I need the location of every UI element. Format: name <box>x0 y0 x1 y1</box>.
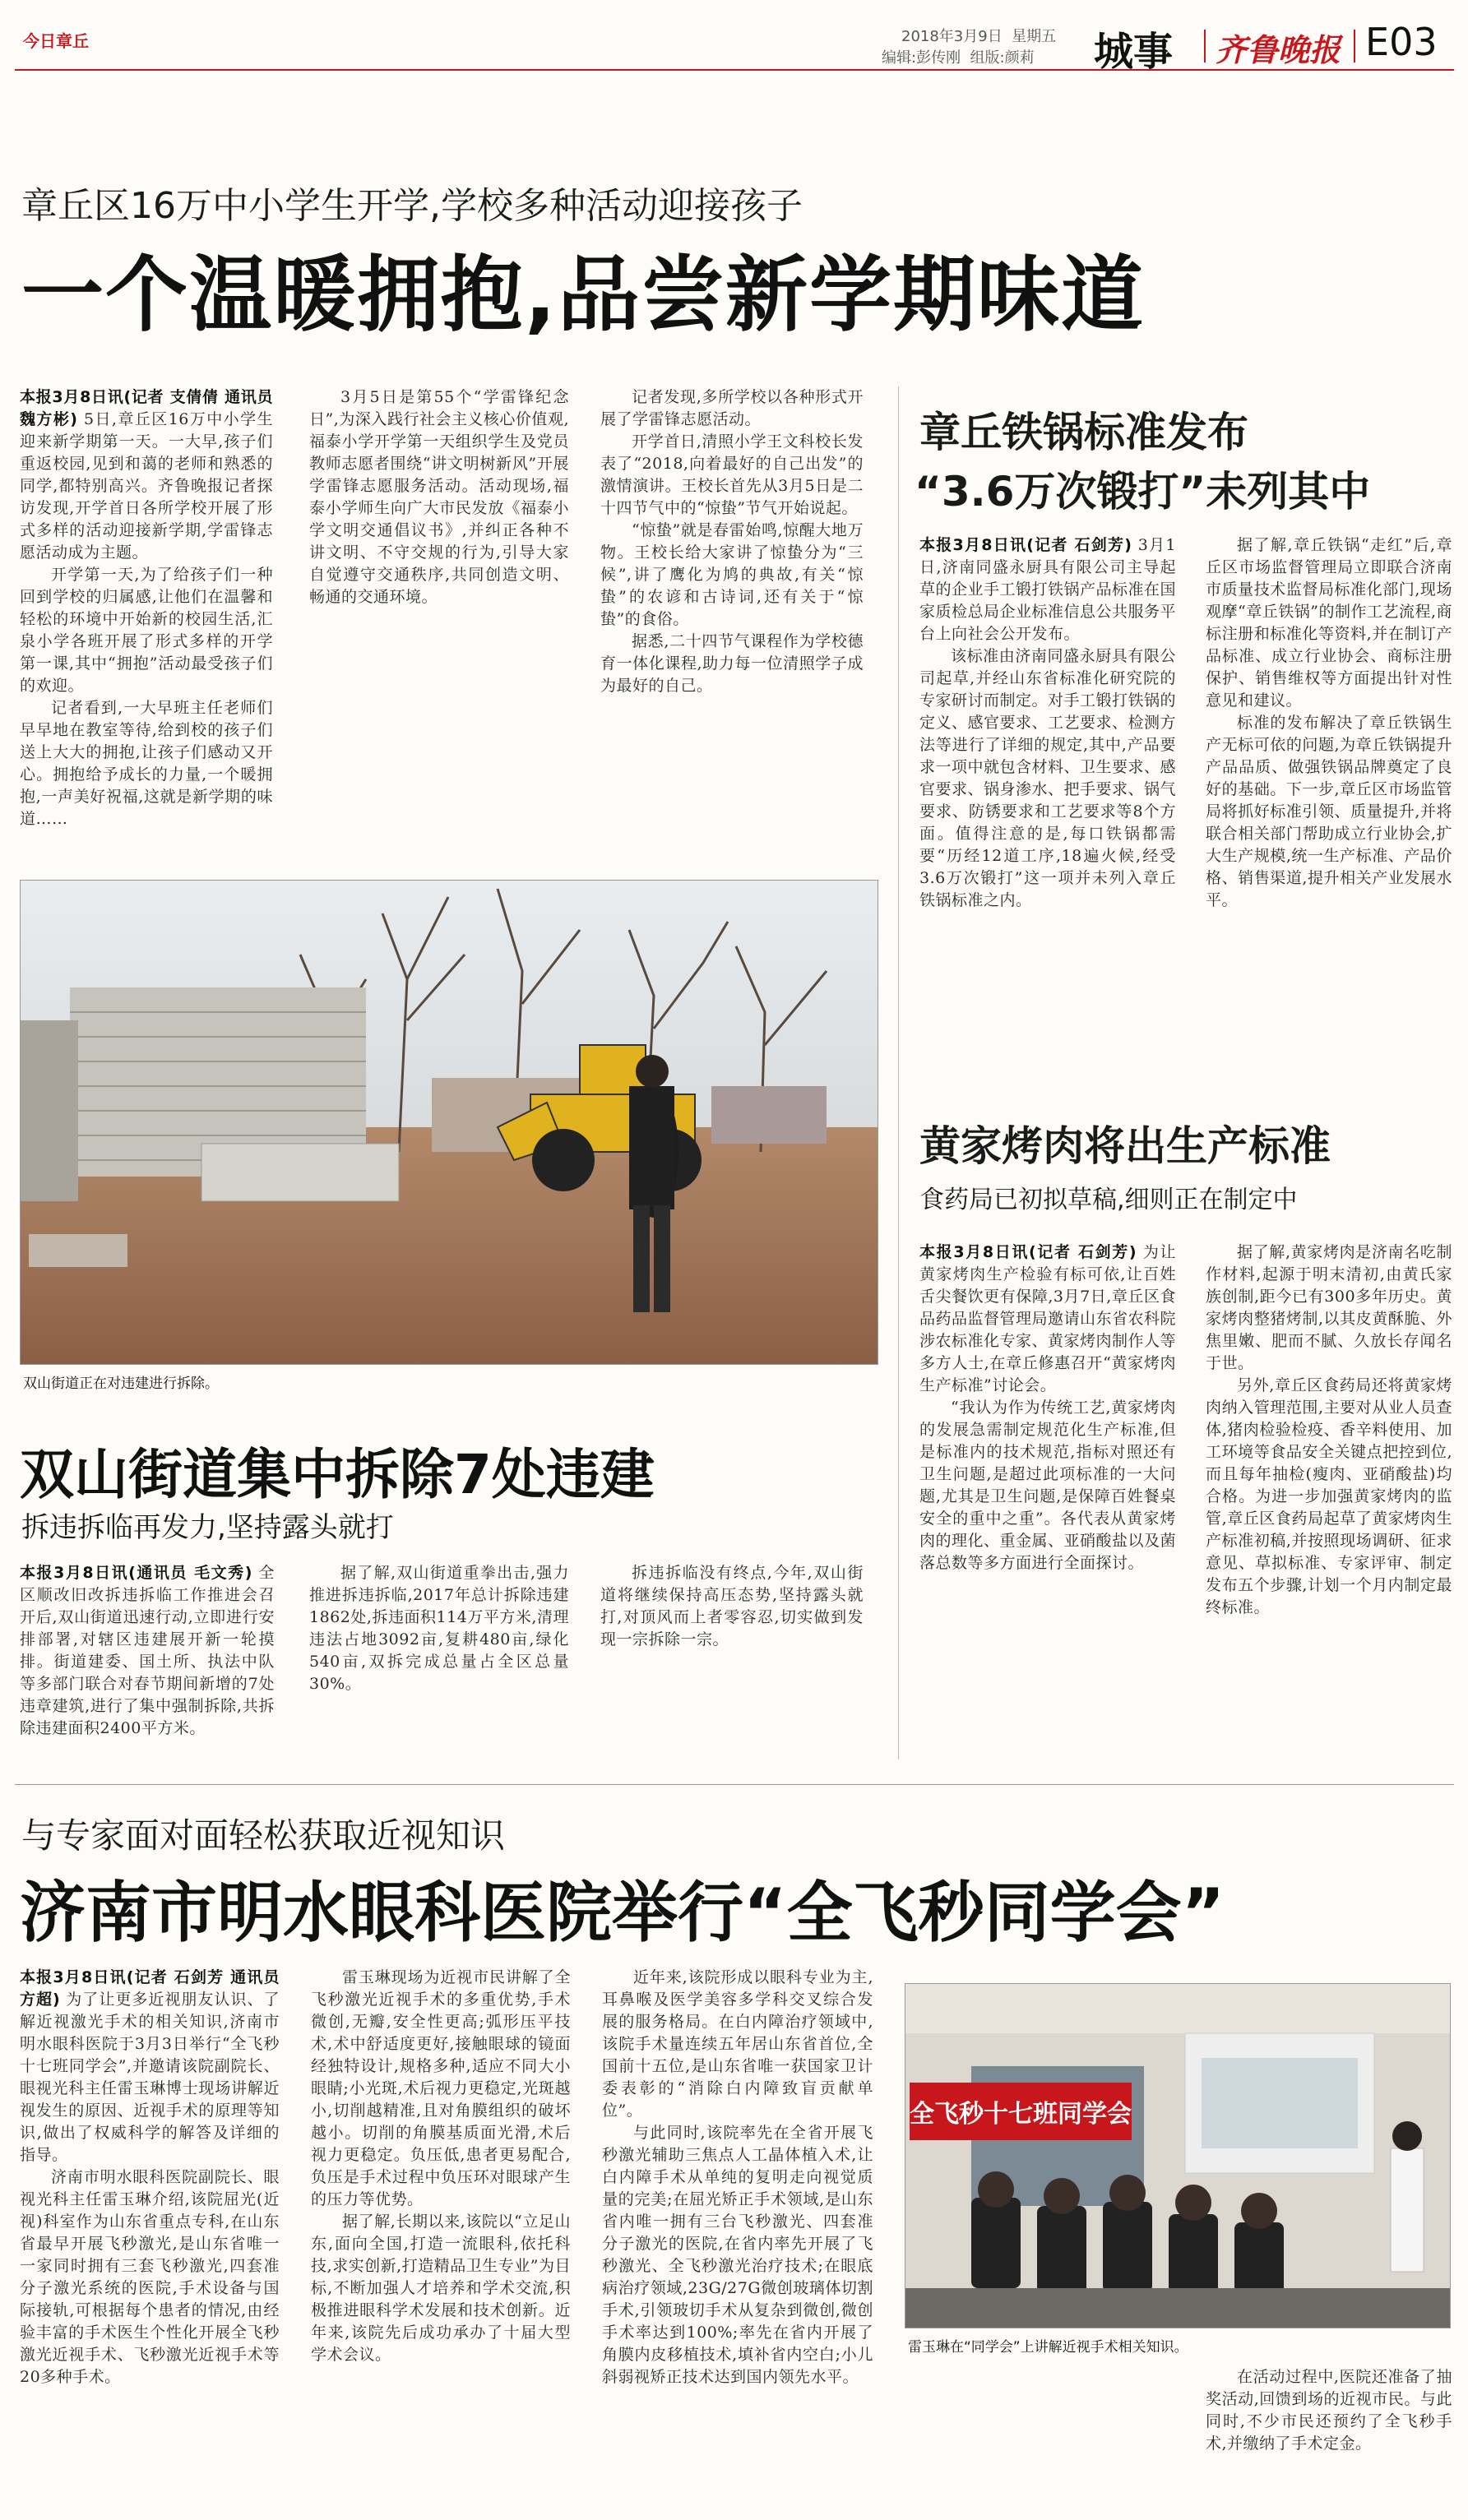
seminar-scene <box>905 1984 1451 2328</box>
paragraph: 据了解,章丘铁锅“走红”后,章丘区市场监督管理局立即联合济南市质量技术监督局标准化部门,现场观摩“章丘铁锅”的制作工艺流程,商标注册和标准化等资料,并在制订产品标准、成立行业协会、商标注册保护、销售维权等方面提出针对性意见和建议。 <box>1206 536 1452 710</box>
paragraph: 为了让更多近视朋友认识、了解近视激光手术的相关知识,济南市明水眼科医院于3月3日举行“全飞秒十七班同学会”,并邀请该院副院长、眼视光科主任雷玉琳博士现场讲解近视发生的原因、近视手术的原理等知识,做出了权威科学的解答及详细的指导。 <box>20 1991 280 2164</box>
paragraph: 开学首日,清照小学王文科校长发表了“2018,向着最好的自己出发”的激情演讲。王校长首先从3月5日是二十四节气中的“惊蛰”节气开始说起。 <box>600 432 864 517</box>
paragraph: 与此同时,该院率先在全省开展飞秒激光辅助三焦点人工晶体植入术,让白内障手术从单纯的复明走向视觉质量的完美;在屈光矫正手术领域,是山东省内唯一拥有三台飞秒激光、四套准分子激光的医院,在省内率先开展了飞秒激光、全飞秒激光治疗技术;在眼底病治疗领域,23G/27G微创玻璃体切割手术,引领玻切手术从复杂到微创,微创手术率达到100%;率先在省内开展了角膜内皮移植技术,填补省内空白;小儿斜弱视矫正技术达到国内领先水平。 <box>602 2124 873 2386</box>
story3-headline: 双山街道集中拆除7处违建 <box>20 1443 655 1506</box>
paragraph: 另外,章丘区食药局还将黄家烤肉纳入管理范围,主要对从业人员查体,猪肉检验检疫、香辛料使用、加工环境等食品安全关键点把控到位,而且每年抽检(瘦肉、亚硝酸盐)均合格。为进一步加强黄家烤肉的监管,章丘区食药局起草了黄家烤肉生产标准初稿,并按照现场调研、征求意见、草拟标准、专家评审、制定发布五个步骤,计划一个月内制定最终标准。 <box>1206 1376 1452 1616</box>
story1-kicker: 章丘区16万中小学生开学,学校多种活动迎接孩子 <box>21 185 803 227</box>
section-name: 城事 <box>1094 29 1174 75</box>
issue-staff <box>882 46 1035 67</box>
story1-byline: 本报3月8日讯(记者 支倩倩 通讯员 魏方彬) <box>20 388 273 428</box>
weekday: 星期五 <box>1012 28 1057 45</box>
paragraph: 记者看到,一大早班主任老师们早早地在教室等待,给到校的孩子们送上大大的拥抱,让孩子们感动又开心。拥抱给予成长的力量,一个暖拥抱,一声美好祝福,这就是新学期的味道…… <box>20 699 273 828</box>
story5-col1 <box>20 1967 280 2509</box>
paragraph: 雷玉琳现场为近视市民讲解了全飞秒激光近视手术的多重优势,手术微创,无瓣,安全性更高;弧形压平技术,术中舒适度更好,接触眼球的镜面经独特设计,规格多种,适应不同大小眼睛;小光斑,术后视力更稳定,光斑越小,切削越精准,且对角膜组织的破坏越小。切削的角膜基质面光滑,术后视力更稳定。负压低,患者更易配合,负压是手术过程中负压环对眼球产生的压力等优势。 <box>311 1968 571 2208</box>
banner-text: 全飞秒十七班同学会 <box>910 2100 1132 2129</box>
story5-col5 <box>1206 2366 1452 2514</box>
story5-byline: 本报3月8日讯(记者 石剑芳 通讯员 方超) <box>20 1968 280 2009</box>
page-number: E03 <box>1365 20 1438 64</box>
paragraph: 在活动过程中,医院还准备了抽奖活动,回馈到场的近视市民。与此同时,不少市民还预约了全飞秒手术,并缴纳了手术定金。 <box>1206 2368 1452 2453</box>
paragraph: 据了解,双山街道重拳出击,强力推进拆违拆临,2017年总计拆除违建1862处,拆违面积114万平方米,清理违法占地3092亩,复耕480亩,绿化540亩,双拆完成总量占全区总量30%。 <box>309 1564 569 1693</box>
section-tag: 今日章丘 <box>23 31 89 51</box>
masthead-divider-2 <box>1354 30 1355 62</box>
paragraph: “我认为作为传统工艺,黄家烤肉的发展急需制定规范化生产标准,但是标准内的技术规范,指标对照还有卫生问题,是超过此项标准的一大问题,尤其是卫生问题,是保障百姓餐桌安全的重中之重”。各代表从黄家烤肉的理化、重金属、亚硝酸盐以及菌落总数等多方面进行全面探讨。 <box>919 1399 1176 1572</box>
story5-kicker: 与专家面对面轻松获取近视知识 <box>21 1815 506 1856</box>
layout-editor: 组版:颜莉 <box>970 49 1035 67</box>
paragraph: 据了解,黄家烤肉是济南名吃制作材料,起源于明末清初,由黄氏家族创制,距今已有300多年历史。黄家烤肉整猪烤制,以其皮黄酥脆、外焦里嫩、肥而不腻、久放长存闻名于世。 <box>1206 1243 1452 1372</box>
story5-col4 <box>905 2366 1168 2514</box>
paragraph: 开学第一天,为了给孩子们一种回到学校的归属感,让他们在温馨和轻松的环境中开始新的校园生活,汇泉小学各班开展了形式多样的开学第一课,其中“拥抱”活动最受孩子们的欢迎。 <box>20 566 273 695</box>
story5-col2 <box>311 1967 571 2509</box>
paragraph: 济南市明水眼科医院副院长、眼视光科主任雷玉琳介绍,该院屈光(近视)科室作为山东省重点专科,在山东省最早开展飞秒激光,是山东省唯一一家同时拥有三套飞秒激光,四套准分子激光系统的医院,手术设备与国际接轨,可根据每个患者的情况,由经验丰富的手术医生个性化开展全飞秒激光近视手术、飞秒激光近视手术等20多种手术。 <box>20 2168 280 2386</box>
paragraph-continued <box>905 2366 1168 2388</box>
paragraph: 3月5日是第55个“学雷锋纪念日”,为深入践行社会主义核心价值观,福泰小学开学第一天组织学生及党员教师志愿者围绕“讲文明树新风”开展学雷锋志愿服务活动。活动现场,福泰小学师生向广大市民发放《福泰小学文明交通倡议书》,并纠正各种不讲文明、不守交规的行为,引导大家自觉遵守交通秩序,共同创造文明、畅通的交通环境。 <box>309 388 569 606</box>
paragraph: “惊蛰”就是春雷始鸣,惊醒大地万物。王校长给大家讲了惊蛰分为“三候”,讲了鹰化为鸠的典故,有关“惊蛰”的农谚和古诗词,还有关于“惊蛰”的食俗。 <box>600 521 864 628</box>
story3-col2 <box>309 1562 569 1753</box>
paragraph: 标准的发布解决了章丘铁锅生产无标可依的问题,为章丘铁锅提升产品品质、做强铁锅品牌奠定了良好的基础。下一步,章丘区市场监管局将抓好标准引领、质量提升,并将联合相关部门帮助成立行业协会,扩大生产规模,统一生产标准、产品价格、销售渠道,提升相关产业发展水平。 <box>1206 714 1452 909</box>
column-divider <box>898 386 899 1759</box>
paragraph: 拆违拆临没有终点,今年,双山街道将继续保持高压态势,坚持露头就打,对顶风而上者零容忍,切实做到发现一宗拆除一宗。 <box>600 1564 864 1648</box>
paragraph: 该标准由济南同盛永厨具有限公司起草,并经山东省标准化研究院的专家研讨而制定。对手工锻打铁锅的定义、感官要求、工艺要求、检测方法等进行了详细的规定,其中,产品要求一项中就包含材料、卫生要求、感官要求、锅身渗水、把手要求、锅气要求、防锈要求和工艺要求等8个方面。值得注意的是,每口铁锅都需要“历经12道工序,18遍火候,经受3.6万次锻打”这一项并未列入章丘铁锅标准之内。 <box>919 647 1176 909</box>
masthead-divider <box>1204 30 1206 62</box>
story4-col1 <box>919 1242 1176 1768</box>
demolition-photo <box>20 880 878 1365</box>
story3-col3 <box>600 1562 864 1753</box>
section-divider <box>15 1784 1454 1785</box>
story1-headline: 一个温暖拥抱,品尝新学期味道 <box>21 247 1145 343</box>
paragraph: 近年来,该院形成以眼科专业为主,耳鼻喉及医学美容多学科交叉综合发展的服务格局。在白内障治疗领域中,该院手术量连续五年居山东省首位,全国前十五位,是山东省唯一获国家卫计委表彰的“消除白内障致盲贡献单位”。 <box>602 1968 873 2120</box>
story2-col2 <box>1206 534 1452 1061</box>
story2-byline: 本报3月8日讯(记者 石剑芳) <box>919 536 1132 554</box>
paragraph: 全区顺改旧改拆违拆临工作推进会召开后,双山街道迅速行动,立即进行安排部署,对辖区违建展开新一轮摸排。街道建委、国土所、执法中队等多部门联合对春节期间新增的7处违章建筑,进行了集中强制拆除,共拆除违建面积2400平方米。 <box>20 1564 275 1737</box>
story5-headline: 济南市明水眼科医院举行“全飞秒同学会” <box>20 1875 1225 1951</box>
date: 2018年3月9日 <box>901 28 1003 45</box>
story3-subhead: 拆违拆临再发力,坚持露头就打 <box>21 1511 394 1544</box>
paragraph: 记者发现,多所学校以各种形式开展了学雷锋志愿活动。 <box>600 388 864 428</box>
story2-headline-1: 章丘铁锅标准发布 <box>919 409 1248 456</box>
photo1-caption: 双山街道正在对违建进行拆除。 <box>23 1376 219 1392</box>
story3-byline: 本报3月8日讯(通讯员 毛文秀) <box>20 1564 252 1582</box>
paper-logo: 齐鲁晚报 <box>1216 31 1341 68</box>
story1-col1 <box>20 386 273 847</box>
story4-byline: 本报3月8日讯(记者 石剑芳) <box>919 1243 1137 1261</box>
story4-subhead: 食药局已初拟草稿,细则正在制定中 <box>919 1186 1298 1214</box>
paragraph: 3月1日,济南同盛永厨具有限公司主导起草的企业手工锻打铁锅产品标准在国家质检总局企业标准信息公共服务平台上向社会公开发布。 <box>919 536 1176 643</box>
story1-col2 <box>309 386 569 872</box>
story4-headline: 黄家烤肉将出生产标准 <box>919 1122 1331 1170</box>
demolition-scene <box>21 881 878 1365</box>
photo2-caption: 雷玉琳在“同学会”上讲解近视手术相关知识。 <box>908 2339 1188 2356</box>
paragraph: 5日,章丘区16万中小学生迎来新学期第一天。一大早,孩子们重返校园,见到和蔼的老师和熟悉的同学,都特别高兴。齐鲁晚报记者探访发现,开学首日各所学校开展了形式多样的活动迎接新学期,学雷锋志愿活动成为主题。 <box>20 410 273 562</box>
paragraph: 据了解,长期以来,该院以“立足山东,面向全国,打造一流眼科,依托科技,求实创新,打造精品卫生专业”为目标,不断加强人才培养和学术交流,积极推进眼科学术发展和技术创新。近年来,该院先后成功承办了十届大型学术会议。 <box>311 2213 571 2364</box>
issue-date <box>901 25 1056 46</box>
seminar-photo <box>905 1983 1451 2328</box>
paragraph: 为让黄家烤肉生产检验有标可依,让百姓舌尖餐饮更有保障,3月7日,章丘区食品药品监督管理局邀请山东省农科院涉农标准化专家、黄家烤肉制作人等多方人士,在章丘修惠召开“黄家烤肉生产标准”讨论会。 <box>919 1243 1176 1394</box>
story3-col1 <box>20 1562 275 1753</box>
story2-headline-2: “3.6万次锻打”未列其中 <box>915 468 1371 516</box>
story2-col1 <box>919 534 1176 1061</box>
story5-col3 <box>602 1967 873 2509</box>
paragraph: 据悉,二十四节气课程作为学校德育一体化课程,助力每一位清照学子成为最好的自己。 <box>600 632 864 695</box>
story4-col2 <box>1206 1242 1452 1768</box>
editor: 编辑:彭传刚 <box>882 49 961 67</box>
story1-col3 <box>600 386 864 847</box>
